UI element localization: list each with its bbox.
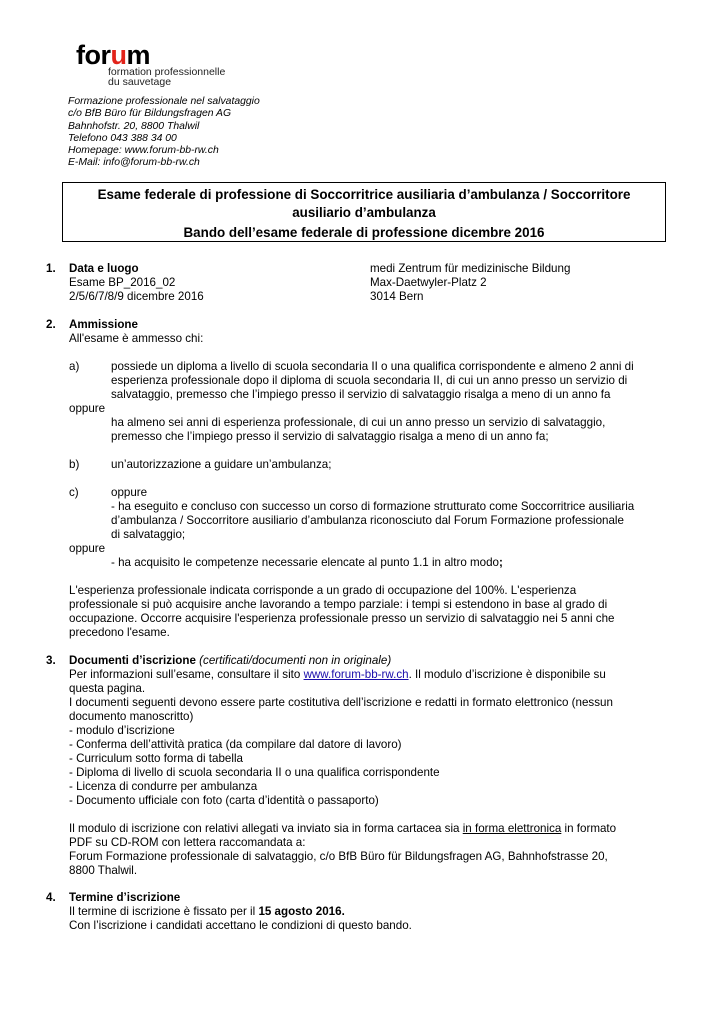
title-line1: Esame federale di professione di Soccorritrice ausiliaria d’ambulanza / Soccorritore xyxy=(97,187,631,202)
paragraph-line: esperienza professionale dopo il diploma di scuola secondaria II, di cui un anno presso un servizio di xyxy=(111,374,628,387)
title-line2: ausiliario d’ambulanza xyxy=(292,205,436,220)
paragraph-line: di salvataggio; xyxy=(111,528,186,541)
paragraph-line: professionale si può acquisire anche lavorando a tempo parziale: i tempi si estendono in base al grado di xyxy=(69,598,608,611)
list-item: - Diploma di livello di scuola secondaria II o una qualifica corrispondente xyxy=(69,766,440,779)
paragraph-line: L'esperienza professionale indicata corrisponde a un grado di occupazione del 100%. L'esperienza xyxy=(69,584,577,597)
admission-intro: All'esame è ammesso chi: xyxy=(69,332,204,345)
paragraph-line: documento manoscritto) xyxy=(69,710,194,723)
paragraph-line xyxy=(111,556,503,570)
address-line: Bahnhofstr. 20, 8800 Thalwil xyxy=(68,120,200,132)
oppure-label: oppure xyxy=(69,402,106,415)
logo-subtitle-line1: formation professionnelle xyxy=(108,66,226,78)
paragraph-line: - ha eseguito e concluso con successo un corso di formazione strutturato come Soccorritrice ausiliaria xyxy=(111,500,635,513)
list-item: - modulo d’iscrizione xyxy=(69,724,175,737)
item-label: c) xyxy=(69,486,79,499)
title-box xyxy=(62,182,666,242)
paragraph-text: - ha acquisito le competenze necessarie elencate al punto 1.1 in altro modo xyxy=(111,556,499,569)
paragraph-text: Il modulo di iscrizione con relativi allegati va inviato sia in forma cartacea sia xyxy=(69,822,463,835)
section-number: 2. xyxy=(46,318,56,331)
logo-word-accent: u xyxy=(110,40,127,70)
list-item: - Documento ufficiale con foto (carta d’identità o passaporto) xyxy=(69,794,379,807)
list-item: - Licenza di condurre per ambulanza xyxy=(69,780,258,793)
paragraph-line xyxy=(69,905,345,919)
item-label: a) xyxy=(69,360,80,373)
paragraph-text: Per informazioni sull’esame, consultare il sito xyxy=(69,668,304,681)
exam-dates: 2/5/6/7/8/9 dicembre 2016 xyxy=(69,290,204,303)
oppure-label: oppure xyxy=(111,486,148,499)
section-number: 4. xyxy=(46,891,56,904)
address-line: Telefono 043 388 34 00 xyxy=(68,132,177,144)
section-heading: Termine d’iscrizione xyxy=(69,891,181,904)
paragraph-line: ha almeno sei anni di esperienza professionale, di cui un anno presso un servizio di salvataggio, xyxy=(111,416,606,429)
forum-website-link[interactable]: www.forum-bb-rw.ch xyxy=(303,668,409,681)
paragraph-line: d’ambulanza / Soccorritore ausiliario d’ambulanza riconosciuto dal Forum Formazione professionale xyxy=(111,514,624,527)
paragraph-text: Il termine di iscrizione è fissato per il xyxy=(69,905,259,918)
section-heading-note: (certificati/documenti non in originale) xyxy=(199,654,392,667)
address-line: E-Mail: info@forum-bb-rw.ch xyxy=(68,157,200,169)
paragraph-line: premesso che l’impiego presso il servizio di salvataggio risalga a meno di un anno fa; xyxy=(111,430,549,443)
list-item: - Curriculum sotto forma di tabella xyxy=(69,752,243,765)
oppure-label: oppure xyxy=(69,542,106,555)
address-block xyxy=(68,96,260,170)
paragraph-line: PDF su CD-ROM con lettera raccomandata a: xyxy=(69,836,306,849)
paragraph-line: questa pagina. xyxy=(69,682,146,695)
paragraph-line: un’autorizzazione a guidare un’ambulanza; xyxy=(111,458,332,471)
logo-subtitle-line2: du sauvetage xyxy=(108,76,172,88)
list-item: - Conferma dell’attività pratica (da compilare dal datore di lavoro) xyxy=(69,738,402,751)
paragraph-line xyxy=(69,668,606,682)
deadline-date: 15 agosto 2016. xyxy=(258,905,345,918)
paragraph-line: I documenti seguenti devono essere parte costitutiva dell’iscrizione e redatti in formato elettronico (nessun xyxy=(69,696,613,709)
section-heading: Ammissione xyxy=(69,318,138,331)
logo-wordmark xyxy=(76,42,236,69)
paragraph-line: occupazione. Occorre acquisire l'esperienza professionale presso un servizio di salvataggio nei 5 anni che xyxy=(69,612,615,625)
underlined-text: in forma elettronica xyxy=(462,822,562,835)
paragraph-line: Forum Formazione professionale di salvataggio, c/o BfB Büro für Bildungsfragen AG, Bahnhofstrasse 20, xyxy=(69,850,608,863)
section-number: 3. xyxy=(46,654,56,667)
address-line: Homepage: www.forum-bb-rw.ch xyxy=(68,145,219,157)
paragraph-line: Con l’iscrizione i candidati accettano le condizioni di questo bando. xyxy=(69,919,412,932)
paragraph-line xyxy=(69,822,616,836)
paragraph-line: possiede un diploma a livello di scuola secondaria II o una qualifica corrispondente e almeno 2 anni di xyxy=(111,360,634,373)
item-label: b) xyxy=(69,458,80,471)
section-number: 1. xyxy=(46,262,56,275)
paragraph-text: in formato xyxy=(561,822,617,835)
title-line3: Bando dell’esame federale di professione dicembre 2016 xyxy=(183,225,545,240)
venue-name: medi Zentrum für medizinische Bildung xyxy=(370,262,571,275)
section-heading: Documenti d’iscrizione xyxy=(69,654,196,667)
venue-city: 3014 Bern xyxy=(370,290,424,303)
venue-street: Max-Daetwyler-Platz 2 xyxy=(370,276,487,289)
paragraph-line: 8800 Thalwil. xyxy=(69,864,138,877)
paragraph-text: . Il modulo d’iscrizione è disponibile su xyxy=(408,668,606,681)
section-heading-line xyxy=(69,654,391,668)
paragraph-line: salvataggio, premesso che l’impiego presso il servizio di salvataggio risalga a meno di un anno fa xyxy=(111,388,611,401)
logo-word-prefix: for xyxy=(76,40,111,70)
logo-word-suffix: m xyxy=(126,40,151,70)
paragraph-end: ; xyxy=(498,556,503,569)
paragraph-line: precedono l'esame. xyxy=(69,626,170,639)
address-line: c/o BfB Büro für Bildungsfragen AG xyxy=(68,108,232,120)
section-heading: Data e luogo xyxy=(69,262,139,275)
forum-logo xyxy=(76,42,236,90)
exam-code: Esame BP_2016_02 xyxy=(69,276,176,289)
address-line: Formazione professionale nel salvataggio xyxy=(68,96,260,107)
